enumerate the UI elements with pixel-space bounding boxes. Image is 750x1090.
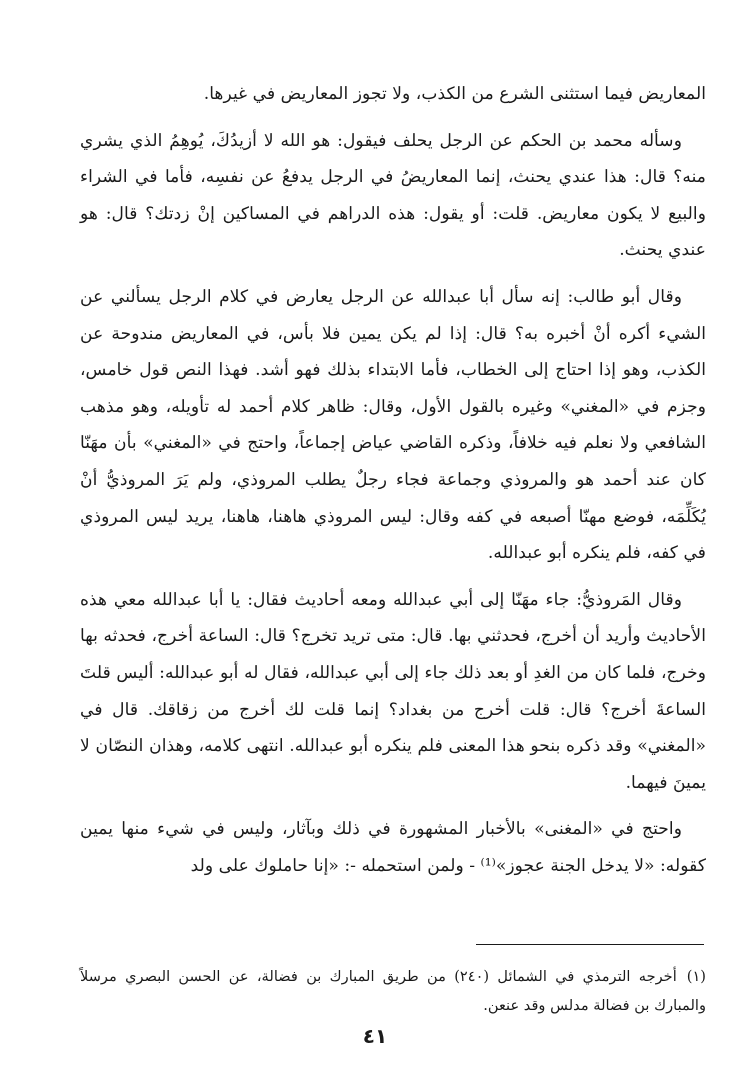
footnote-text: أخرجه الترمذي في الشمائل (٢٤٠) من طريق المبارك بن فضالة، عن الحسن البصري مرسلاً والمبارك بن فضالة مدلس وقد عنعن. [80,968,706,1014]
paragraph: وقال المَروذيُّ: جاء مهَنّا إلى أبي عبدالله ومعه أحاديث فقال: يا أبا عبدالله معي هذه الأحاديث وأريد أن أخرج، فحدثني بها. قال: متى تريد تخرج؟ قال: الساعة أخرج، فحدثه بها وخرج، فلما كان من الغدِ أو بعد ذلك جاء إلى أبي عبدالله، فقال له أبو عبدالله: أليس قلتَ الساعةَ أخرج؟ قال: قلت أخرج من بغداد؟ إنما قلت لك أخرج من زقاقك. قال في «المغني» وقد ذكره بنحو هذا المعنى فلم ينكره أبو عبدالله. انتهى كلامه، وهذان النصّان لا يمينَ فيهما. [80,589,706,793]
paragraph: وسأله محمد بن الحكم عن الرجل يحلف فيقول: هو الله لا أزيدُكَ، يُوهِمُ الذي يشري منه؟ قال: هذا عندي يحنث، إنما المعاريضُ في الرجل يدفعُ عن نفسِه، فأما في الشراء والبيع لا يكون معاريض. قلت: أو يقول: هذه الدراهم في المساكين إنْ زدتك؟ قال: هو عندي يحنث. [80,130,706,261]
paragraph: وقال أبو طالب: إنه سأل أبا عبدالله عن الرجل يعارض في كلام الرجل يسألني عن الشيء أكره أنْ أخبره به؟ قال: إذا لم يكن يمين فلا بأس، في المعاريض مندوحة عن الكذب، وهو إذا احتاج إلى الخطاب، فأما الابتداء بذلك فهو أشد. فهذا النص قول خامس، وجزم في «المغني» وغيره بالقول الأول، وقال: ظاهر كلام أحمد له تأويله، وهو مذهب الشافعي ولا نعلم فيه خلافاً، وذكره القاضي عياض إجماعاً، واحتج في «المغني» بأن مهَنّا كان عند أحمد هو والمروذي وجماعة فجاء رجلٌ يطلب المروذي، ولم يَرَ المروذيُّ أنْ يُكَلِّمَه، فوضع مهنّا أصبعه في كفه وقال: ليس المروذي هاهنا، هاهنا، يريد ليس المروذي في كفه، فلم ينكره أبو عبدالله. [80,286,706,564]
footnote-separator [476,944,704,945]
paragraph: واحتج في «المغنى» بالأخبار المشهورة في ذلك وبآثار، وليس في شيء منها يمين كقوله: «لا يدخل الجنة عجوز»⁽¹⁾ - ولمن استحمله -: «إنا حاملوك على ولد [80,819,706,876]
footnote-number: (١) [686,968,706,985]
footnote [80,962,706,1020]
main-text [80,76,706,888]
paragraph: المعاريض فيما استثنى الشرع من الكذب، ولا تجوز المعاريض في غيرها. [203,84,706,104]
page-number: ٤١ [362,1024,388,1048]
